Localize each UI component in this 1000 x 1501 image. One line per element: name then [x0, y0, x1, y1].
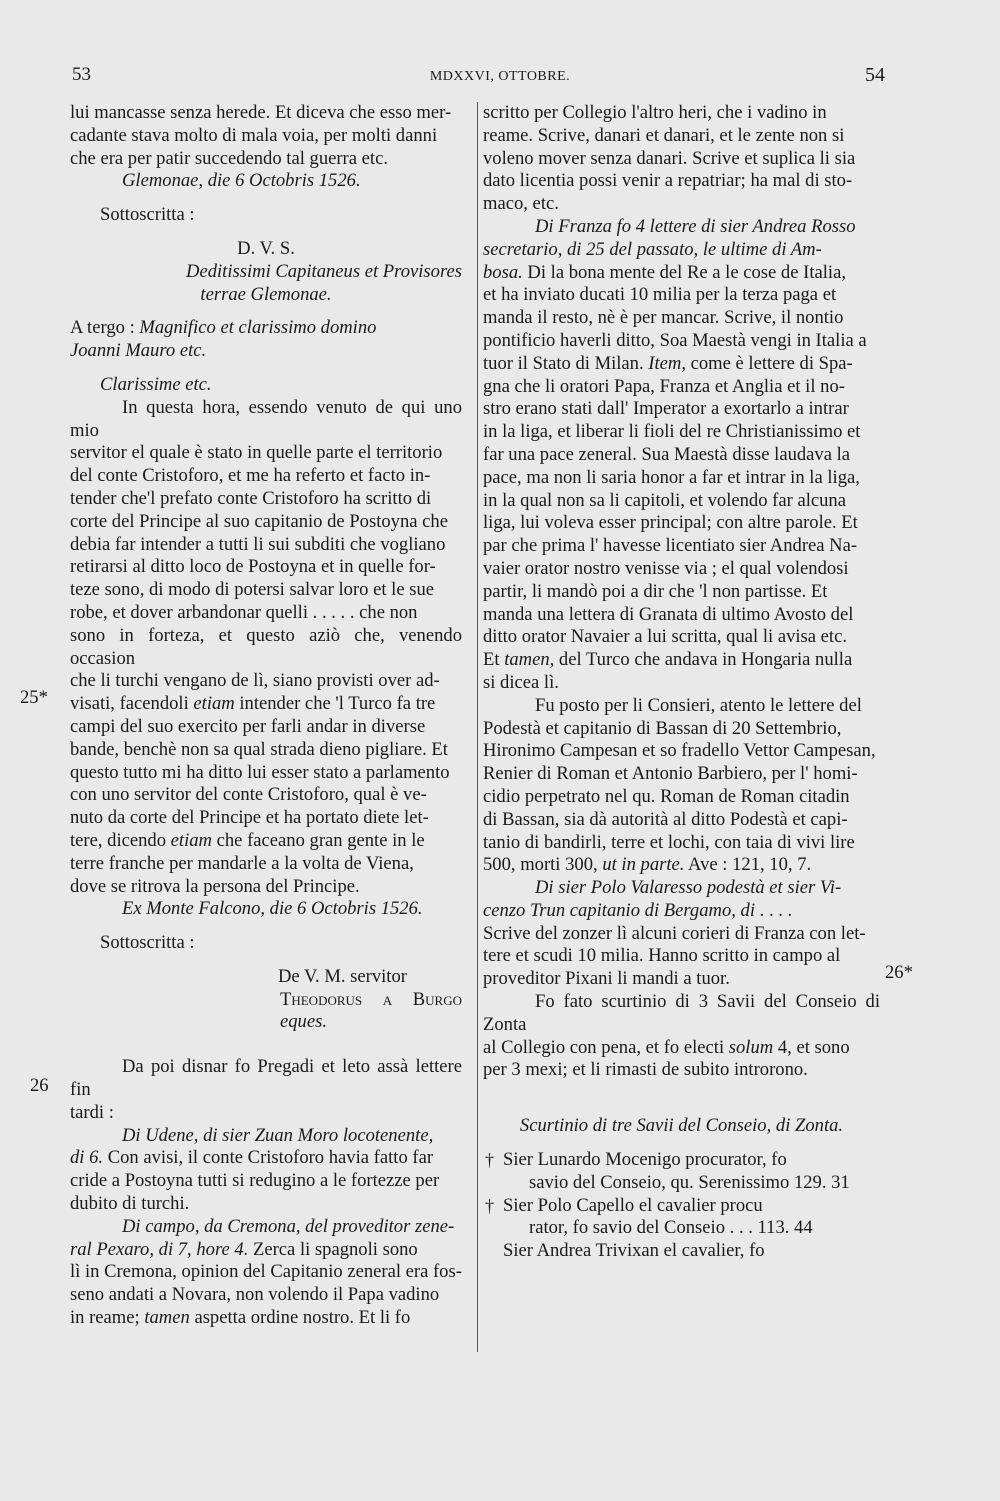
text-line: del conte Cristoforo, et me ha referto et facto in-	[70, 465, 431, 487]
text-line: Fo fato scurtinio di 3 Savii del Conseio di Zonta	[483, 991, 880, 1035]
text-line: bande, benchè non sa qual strada dieno pigliare. Et	[70, 738, 448, 760]
text-line: proveditor Pixani li mandi a tuor.	[483, 968, 730, 990]
signature-initials: D. V. S.	[237, 237, 295, 259]
text-line: reame. Scrive, danari et danari, et le zente non si	[483, 124, 845, 146]
text-line: tender che'l prefato conte Cristoforo ha scritto di	[70, 487, 432, 509]
text-line: di Bassan, sia dà autorità al ditto Podestà et capi-	[483, 808, 848, 830]
list-item-line: Sier Andrea Trivixan el cavalier, fo	[503, 1240, 765, 1262]
place-date-line: Ex Monte Falcono, die 6 Octobris 1526.	[122, 898, 423, 920]
text-line: Fu posto per li Consieri, atento le lettere del	[535, 694, 862, 716]
letter-heading: secretario, di 25 del passato, le ultime di Am-	[483, 238, 822, 260]
text-line: corte del Principe al suo capitanio de Postoyna che	[70, 510, 448, 532]
text-line: dato licentia possi venir a repatriar; ha mal di sto-	[483, 170, 853, 192]
text-line: par che prima l' havesse licentiato sier Andrea Na-	[483, 535, 858, 557]
text-line: per 3 mexi; et li rimasti de subito introrono.	[483, 1059, 808, 1081]
text-line: lui mancasse senza herede. Et diceva che esso mer-	[70, 102, 452, 123]
list-item	[483, 1240, 880, 1263]
letter-heading: cenzo Trun capitanio di Bergamo, di . . . .	[483, 899, 793, 921]
text-line: dubito di turchi.	[70, 1193, 190, 1215]
margin-note-26-right: 26*	[885, 962, 913, 983]
left-column	[70, 102, 462, 1330]
text-line: che era per patir succedendo tal guerra etc.	[70, 147, 388, 169]
text-line: con uno servitor del conte Cristoforo, qual è ve-	[70, 784, 427, 806]
list-item-line: savio del Conseio, qu. Serenissimo 129. 31	[529, 1171, 850, 1193]
section-heading: Scurtinio di tre Savii del Conseio, di Zonta.	[519, 1115, 844, 1137]
text-line: seno andati a Novara, non volendo il Papa vadino	[70, 1284, 440, 1306]
letter-heading: Di Franza fo 4 lettere di sier Andrea Rosso	[535, 215, 856, 237]
list-item	[483, 1195, 880, 1241]
list-item-line: Sier Lunardo Mocenigo procurator, fo	[503, 1149, 787, 1171]
salutation: Clarissime etc.	[100, 373, 212, 395]
text-line: che li turchi vengano de lì, siano provisti over ad-	[70, 670, 440, 692]
margin-note-26-left: 26	[30, 1075, 49, 1096]
text-line: scritto per Collegio l'altro heri, che i vadino in	[483, 102, 827, 123]
text-line: lì in Cremona, opinion del Capitanio zeneral era fos-	[70, 1261, 462, 1283]
letter-heading: Di Udene, di sier Zuan Moro locotenente,	[122, 1124, 434, 1146]
text-line: Et tamen, del Turco che andava in Hongaria nulla	[483, 649, 853, 671]
text-line: tanio di bandirli, terre et lochi, con taia di vivi lire	[483, 831, 855, 853]
text-line: manda il resto, nè è per mancar. Scrive, il nontio	[483, 307, 844, 329]
text-line: questo tutto mi ha ditto lui esser stato a parlamento	[70, 761, 450, 783]
text-line: tere, dicendo etiam che faceano gran gente in le	[70, 829, 425, 851]
text-line: tere et scudi 10 milia. Hanno scritto in campo al	[483, 945, 841, 967]
text-line: et ha inviato ducati 10 milia per la terza paga et	[483, 284, 837, 306]
text-line: debia far intender a tutti li sui subditi che vogliano	[70, 533, 446, 555]
dagger-icon: †	[485, 1195, 494, 1216]
text-line: tuor il Stato di Milan. Item, come è lettere di Spa-	[483, 352, 853, 374]
text-line: gna che li oratori Papa, Franza et Anglia et il no-	[483, 375, 845, 397]
text-line: servitor el quale è stato in quelle parte el territorio	[70, 442, 443, 464]
letter-heading: Di sier Polo Valaresso podestà et sier Vi-	[535, 877, 842, 899]
text-line: campi del suo exercito per farli andar in diverse	[70, 715, 426, 737]
text-line: Podestà et capitanio di Bassan di 20 Settembrio,	[483, 717, 842, 739]
text-line: sono in forteza, et questo aziò che, venendo occasion	[70, 624, 462, 669]
text-line: far una pace zeneral. Sua Maestà disse laudava la	[483, 443, 851, 465]
signature-name: Theodorus a Burgo eques.	[280, 988, 462, 1033]
text-line: si dicea lì.	[483, 671, 559, 693]
text-line: liga, lui voleva esser principal; con altre parole. Et	[483, 512, 858, 534]
text-line: terre franche per mandarle a la volta de Viena,	[70, 852, 414, 874]
place-date-line: Glemonae, die 6 Octobris 1526.	[122, 170, 361, 192]
text-line: pace, ma non li saria honor a far et intrar in la liga,	[483, 466, 860, 488]
right-column	[483, 102, 880, 1263]
running-title: MDXXVI, OTTOBRE.	[429, 69, 571, 84]
text-line: al Collegio con pena, et fo electi solum 4, et sono	[483, 1036, 850, 1058]
text-line: pontificio haverli ditto, Soa Maestà vengi in Italia a	[483, 329, 867, 351]
text-line: partir, li mandò poi a dir che 'l non partisse. Et	[483, 580, 828, 602]
text-line: in la liga, et liberar li fioli del re Christianissimo et	[483, 421, 861, 443]
text-line: teze sono, di modo di potersi salvar loro et le sue	[70, 579, 435, 601]
text-line: Renier di Roman et Antonio Barbiero, per l' homi-	[483, 763, 858, 785]
text-line: in la qual non sa li capitoli, et volendo far alcuna	[483, 489, 846, 511]
text-line: ral Pexaro, di 7, hore 4. Zerca li spagnoli sono	[70, 1238, 418, 1260]
text-line: robe, et dover arbandonar quelli . . . . . che non	[70, 601, 418, 623]
text-line: Hironimo Campesan et so fradello Vettor Campesan,	[483, 740, 876, 762]
signature-line: De V. M. servitor	[278, 965, 407, 987]
text-line: maco, etc.	[483, 193, 559, 215]
text-line: cadante stava molto di mala voia, per molti danni	[70, 124, 438, 146]
text-line: manda una lettera di Granata di ultimo Avosto del	[483, 603, 854, 625]
page-number-right: 54	[865, 64, 885, 86]
text-line: Da poi disnar fo Pregadi et leto assà lettere fin	[70, 1056, 462, 1101]
text-line: visati, facendoli etiam intender che 'l Turco fa tre	[70, 693, 436, 715]
list-item	[483, 1149, 880, 1195]
text-line: nuto da corte del Principe et ha portato diete let-	[70, 807, 429, 829]
text-line: di 6. Con avisi, il conte Cristoforo havia fatto far	[70, 1147, 434, 1169]
list-item-line: rator, fo savio del Conseio . . . 113. 44	[529, 1217, 813, 1239]
text-line: In questa hora, essendo venuto de qui uno mio	[70, 396, 462, 441]
signature-label: Sottoscritta :	[100, 932, 195, 954]
dagger-icon: †	[485, 1150, 494, 1171]
text-line: bosa. Di la bona mente del Re a le cose de Italia,	[483, 261, 846, 283]
margin-note-25: 25*	[20, 687, 48, 708]
text-line: ditto orator Navaier a lui scritta, qual li avisa etc.	[483, 626, 847, 648]
letter-heading: Di campo, da Cremona, del proveditor zene-	[122, 1215, 455, 1237]
text-line: retirarsi al ditto loco de Postoyna et in quelle for-	[70, 556, 436, 578]
text-line: Scrive del zonzer lì alcuni corieri di Franza con let-	[483, 922, 866, 944]
text-line: cidio perpetrato nel qu. Roman de Roman citadin	[483, 785, 850, 807]
address-line: Joanni Mauro etc.	[70, 340, 207, 362]
text-line: stro erano stati dall' Imperator a exortarlo a intrar	[483, 398, 849, 420]
column-divider	[477, 102, 478, 1352]
text-line: in reame; tamen aspetta ordine nostro. Et li fo	[70, 1307, 411, 1329]
text-line: 500, morti 300, ut in parte. Ave : 121, 10, 7.	[483, 854, 812, 876]
signature-line: terrae Glemonae.	[200, 283, 332, 305]
address-line: A tergo : Magnifico et clarissimo domino	[70, 317, 377, 339]
text-line: dove se ritrova la persona del Principe.	[70, 875, 360, 897]
list-item-line: Sier Polo Capello el cavalier procu	[503, 1194, 763, 1216]
text-line: cride a Postoyna tutti si redugino a le fortezze per	[70, 1170, 440, 1192]
text-line: vaier orator nostro venisse via ; el qual volendosi	[483, 557, 849, 579]
text-line: tardi :	[70, 1101, 114, 1123]
text-line: voleno mover senza danari. Scrive et suplica li sia	[483, 147, 856, 169]
page-number-left: 53	[72, 64, 91, 85]
signature-label: Sottoscritta :	[100, 204, 195, 226]
signature-line: Deditissimi Capitaneus et Provisores	[186, 260, 462, 282]
